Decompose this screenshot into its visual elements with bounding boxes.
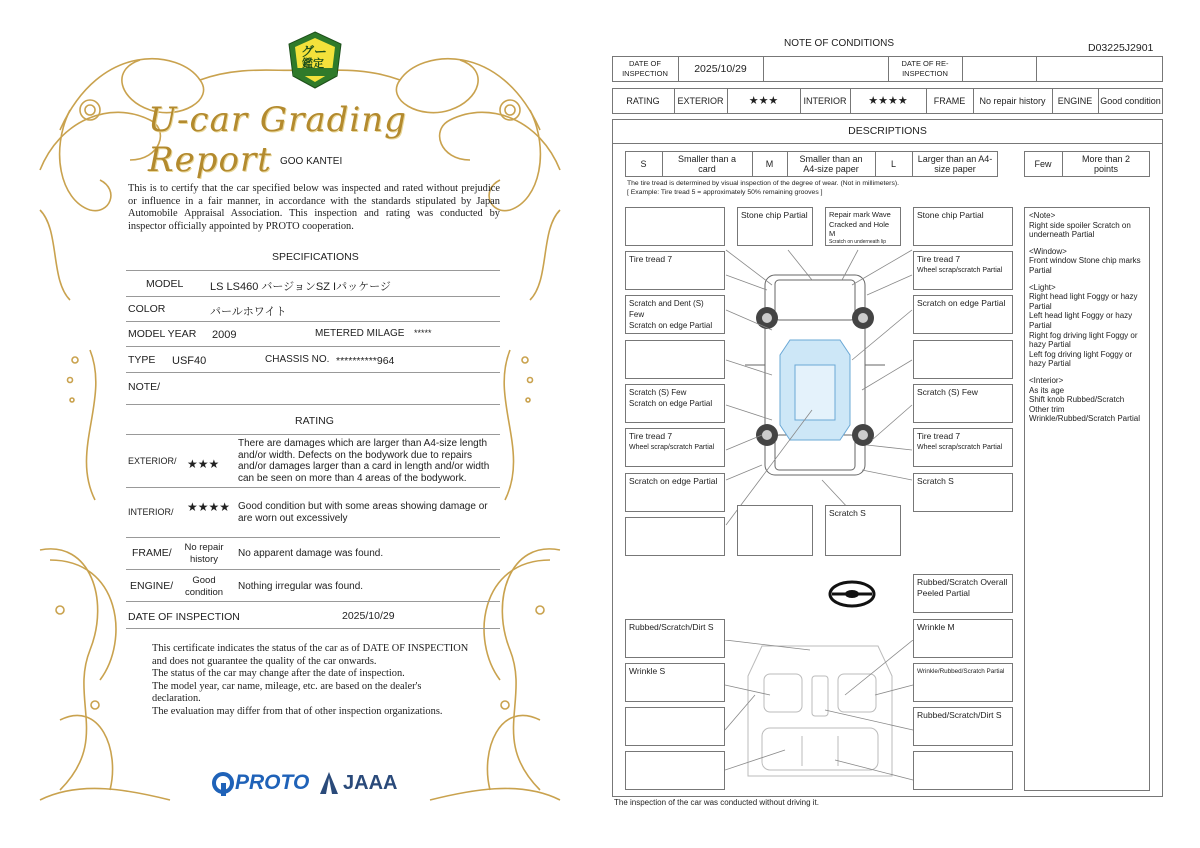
damage-box-text: Wrinkle/Rubbed/Scratch Partial <box>917 668 1005 675</box>
note-item: Right fog driving light Foggy or hazy Partial <box>1029 330 1138 350</box>
note-item: As its age <box>1029 385 1065 395</box>
badge-top-text: グー <box>301 45 328 60</box>
proto-logo <box>212 770 309 796</box>
certificate-footer <box>152 643 470 718</box>
model-label: MODEL <box>146 278 184 290</box>
color-value: パールホワイト <box>210 306 287 318</box>
document-id: D03225J2901 <box>1088 42 1154 54</box>
damage-box-text: Wheel scrap/scratch Partial <box>629 444 715 451</box>
damage-box <box>913 619 1013 658</box>
exterior-label: EXTERIOR/ <box>128 456 177 466</box>
note-item: Right head light Foggy or hazy Partial <box>1029 292 1138 311</box>
note-item: Left head light Foggy or hazy Partial <box>1029 311 1133 330</box>
divider <box>126 537 500 538</box>
footer-line: The status of the car may change after the date of inspection. <box>152 668 405 679</box>
damage-box <box>913 340 1013 379</box>
note-item: Left fog driving light Foggy or hazy Partial <box>1029 349 1133 369</box>
damage-box <box>913 574 1013 613</box>
engine-label: ENGINE <box>1057 96 1093 106</box>
model-value: LS LS460 バージョンSZ Iパッケージ <box>210 281 391 293</box>
spec-heading: SPECIFICATIONS <box>272 251 359 263</box>
divider <box>126 434 500 435</box>
damage-box <box>913 663 1013 702</box>
frame-label: FRAME <box>933 96 966 106</box>
damage-box <box>737 207 813 246</box>
damage-box-text: Scratch on edge Partial <box>629 321 713 330</box>
conditions-title: NOTE OF CONDITIONS <box>784 38 894 49</box>
damage-box <box>737 505 813 556</box>
frame-value: No repair history <box>979 96 1046 106</box>
divider <box>126 628 500 629</box>
damage-box <box>913 384 1013 423</box>
damage-box-text: Scratch on edge Partial <box>917 298 1006 308</box>
exterior-label: EXTERIOR <box>677 96 724 106</box>
divider <box>126 372 500 373</box>
chassis-label: CHASSIS NO. <box>265 354 330 365</box>
interior-label: INTERIOR/ <box>128 507 174 517</box>
damage-box <box>625 473 725 512</box>
model-year-label: MODEL YEAR <box>128 328 197 340</box>
legend-few: Few <box>1034 159 1052 169</box>
footer-line: This certificate indicates the status of the car as of DATE OF INSPECTION and does not guarantee the quality of the car onwards. <box>152 643 469 667</box>
damage-box-text: Stone chip Partial <box>741 210 808 220</box>
rating-label: RATING <box>626 96 660 106</box>
interior-leader-lines <box>725 640 915 790</box>
divider <box>126 296 500 297</box>
damage-box <box>625 619 725 658</box>
inspection-date-label: DATE OF INSPECTION <box>128 611 240 623</box>
damage-box <box>625 751 725 790</box>
footer-line: The evaluation may differ from that of other inspection organizations. <box>152 705 443 717</box>
damage-box <box>913 473 1013 512</box>
reinspection-date-label: DATE OF RE-INSPECTION <box>901 59 949 78</box>
steering-wheel-icon <box>828 580 876 608</box>
footer-line: The model year, car name, mileage, etc. are based on the dealer's declaration. <box>152 680 422 704</box>
engine-label: ENGINE/ <box>130 580 174 592</box>
damage-box <box>625 295 725 334</box>
interior-stars: ★★★★ <box>187 500 231 514</box>
jaaa-logo-text: JAAA <box>343 771 398 794</box>
exterior-description: There are damages which are larger than A4-size length and/or width. Defects on the bodywork due to repairs and/or damages larger than a card in length and/or width can be seen on more than 4 areas of the bodywork. <box>238 438 490 484</box>
legend-few-text: More than 2 points <box>1081 154 1131 174</box>
engine-value: Good condition <box>184 575 224 598</box>
divider <box>126 569 500 570</box>
exterior-stars: ★★★ <box>187 457 220 471</box>
legend-s-text: Smaller than a card <box>677 154 737 174</box>
engine-description: Nothing irregular was found. <box>238 581 364 592</box>
legend-s: S <box>640 159 647 169</box>
tire-example: [ Example: Tire tread 5 = approximately 50% remaining grooves ] <box>627 189 823 196</box>
damage-box <box>913 751 1013 790</box>
damage-box-text: Cracked and Hole M <box>829 219 890 238</box>
exterior-stars: ★★★ <box>748 95 779 107</box>
divider <box>126 346 500 347</box>
model-year-value: 2009 <box>212 329 237 341</box>
legend-l-text: Larger than an A4-size paper <box>917 154 993 174</box>
damage-box-text: Rubbed/Scratch/Dirt S <box>917 710 1002 720</box>
type-value: USF40 <box>172 355 207 367</box>
color-label: COLOR <box>128 303 166 315</box>
damage-box-text: Scratch S <box>917 476 954 486</box>
damage-box <box>913 295 1013 334</box>
damage-box-text: Scratch S <box>829 508 866 518</box>
engine-value: Good condition <box>1100 96 1161 106</box>
report-title: U-car Grading Report <box>148 100 407 180</box>
frame-value: No repair history <box>184 542 224 565</box>
descriptions-heading: DESCRIPTIONS <box>848 125 927 137</box>
divider <box>126 487 500 488</box>
legend-m: M <box>765 159 774 169</box>
notes-heading: <Window> <box>1029 246 1067 256</box>
note-label: NOTE/ <box>128 381 161 393</box>
damage-box <box>625 384 725 423</box>
damage-box <box>625 340 725 379</box>
note-item: Wrinkle/Rubbed/Scratch Partial <box>1029 414 1141 424</box>
damage-box <box>913 207 1013 246</box>
damage-box <box>825 207 901 246</box>
damage-box <box>625 428 725 467</box>
notes-heading: <Interior> <box>1029 375 1064 385</box>
damage-box-text: Scratch (S) Few <box>629 388 687 397</box>
divider <box>126 321 500 322</box>
frame-label: FRAME/ <box>132 547 172 559</box>
damage-box-text: Tire tread 7 <box>629 431 673 441</box>
damage-box-text: Scratch on edge Partial <box>629 476 718 486</box>
damage-box-text: Scratch on edge Partial <box>629 399 713 408</box>
damage-box-text: Wrinkle M <box>917 622 955 632</box>
notes-panel <box>1024 207 1150 791</box>
frame-description: No apparent damage was found. <box>238 548 384 559</box>
mileage-label: METERED MILAGE <box>315 328 405 339</box>
legend-l: L <box>890 159 896 169</box>
legend-m-text: Smaller than an A4-size paper <box>799 154 863 174</box>
note-item: Right side spoiler Scratch on underneath Partial <box>1029 220 1131 240</box>
damage-box-text: Wheel scrap/scratch Partial <box>917 267 1003 274</box>
damage-box-text: Rubbed/Scratch Overall <box>917 577 1008 587</box>
damage-box-text: Tire tread 7 <box>917 431 961 441</box>
tire-note: The tire tread is determined by visual inspection of the degree of wear. (Not in millimeters). <box>627 180 899 187</box>
note-item: Shift knob Rubbed/Scratch <box>1029 395 1125 405</box>
interior-stars: ★★★★ <box>868 95 908 107</box>
rating-heading: RATING <box>295 415 334 427</box>
damage-box <box>625 663 725 702</box>
divider <box>126 270 500 271</box>
report-subtitle: GOO KANTEI <box>280 156 343 167</box>
inspection-date-value: 2025/10/29 <box>694 63 747 75</box>
jaaa-logo <box>318 770 397 796</box>
divider <box>126 601 500 602</box>
proto-logo-text: PROTO <box>235 771 310 794</box>
note-item: Front window Stone chip marks Partial <box>1029 256 1141 275</box>
conditions-footer: The inspection of the car was conducted without driving it. <box>614 798 819 807</box>
damage-box <box>913 251 1013 290</box>
damage-box-text: Repair mark Wave <box>829 210 891 219</box>
damage-box-text: Tire tread 7 <box>629 254 673 264</box>
damage-box-text: Rubbed/Scratch/Dirt S <box>629 622 714 632</box>
damage-box <box>913 428 1013 467</box>
damage-box-text: Scratch (S) Few <box>917 387 978 397</box>
interior-label: INTERIOR <box>803 96 847 106</box>
inspection-date-value: 2025/10/29 <box>342 610 395 622</box>
type-label: TYPE <box>128 354 156 366</box>
damage-box-text: Wheel scrap/scratch Partial <box>917 444 1003 451</box>
damage-box <box>625 517 725 556</box>
damage-box <box>625 707 725 746</box>
damage-box <box>825 505 901 556</box>
certification-statement: This is to certify that the car specified below was inspected and rated without prejudice or influence in a fair manner, in accordance with the standards stipulated by Japan Automobile Appraisal Association. This inspection and rating was conducted by inspector officially appointed by PROTO cooperation. <box>128 183 500 232</box>
damage-box <box>625 251 725 290</box>
badge-bottom-text: 鑑定 <box>302 57 324 70</box>
note-item: Other trim <box>1029 404 1065 414</box>
notes-heading: <Note> <box>1029 211 1056 220</box>
damage-box-text: Scratch and Dent (S) Few <box>629 299 704 319</box>
damage-box-text: Stone chip Partial <box>917 210 984 220</box>
divider <box>126 404 500 405</box>
damage-box <box>913 707 1013 746</box>
notes-heading: <Light> <box>1029 282 1056 292</box>
damage-box-text: Peeled Partial <box>917 588 970 598</box>
inspection-date-label: DATE OF INSPECTION <box>622 59 668 78</box>
damage-box-text: Tire tread 7 <box>917 254 961 264</box>
chassis-value: **********964 <box>336 355 395 367</box>
damage-box-text: Scratch on underneath lip <box>829 238 886 245</box>
mileage-value: ***** <box>414 328 432 338</box>
damage-box <box>625 207 725 246</box>
interior-description: Good condition but with some areas showing damage or are worn out excessively <box>238 501 488 524</box>
grade-badge <box>287 30 343 90</box>
damage-box-text: Wrinkle S <box>629 666 666 676</box>
